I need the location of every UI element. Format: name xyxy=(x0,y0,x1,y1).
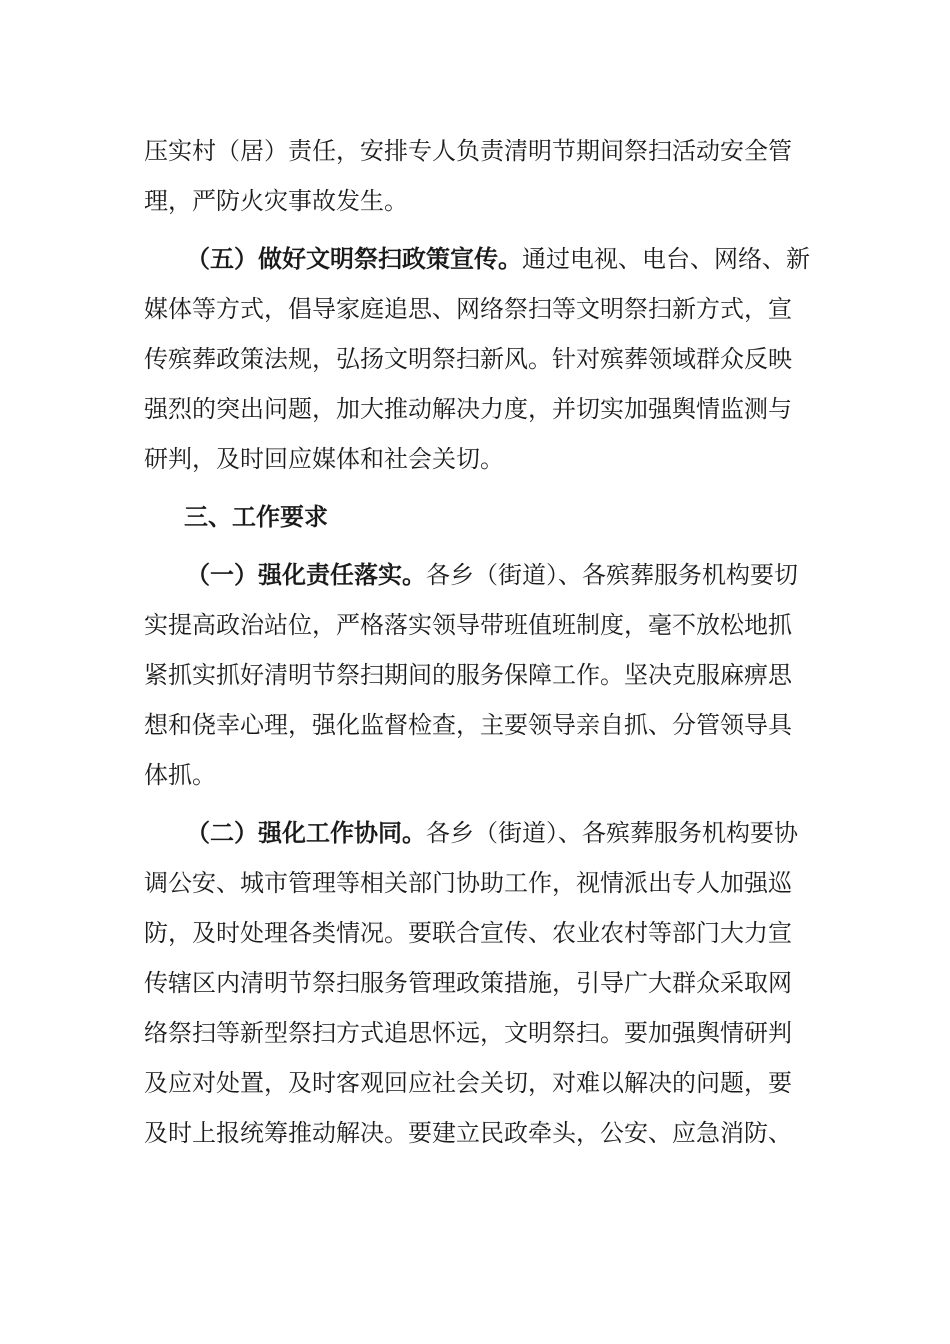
body-text-line: 体抓。 xyxy=(144,761,216,789)
body-text-line: 及时上报统筹推动解决。要建立民政牵头，公安、应急消防、 xyxy=(144,1119,792,1147)
item-5-first-line xyxy=(186,244,810,274)
body-text-line: 实提高政治站位，严格落实领导带班值班制度，毫不放松地抓 xyxy=(144,611,792,639)
item-2-first-line xyxy=(186,818,798,848)
item-1-heading: （一）强化责任落实。 xyxy=(186,561,426,589)
item-5-first-line-text: 通过电视、电台、网络、新 xyxy=(522,245,810,273)
body-text-line: 研判，及时回应媒体和社会关切。 xyxy=(144,445,504,473)
body-text-line: 紧抓实抓好清明节祭扫期间的服务保障工作。坚决克服麻痹思 xyxy=(144,661,792,689)
body-text-line: 媒体等方式，倡导家庭追思、网络祭扫等文明祭扫新方式，宣 xyxy=(144,295,792,323)
body-text-line: 理，严防火灾事故发生。 xyxy=(144,187,408,215)
body-text-line: 调公安、城市管理等相关部门协助工作，视情派出专人加强巡 xyxy=(144,869,792,897)
body-text-line: 及应对处置，及时客观回应社会关切，对难以解决的问题，要 xyxy=(144,1069,792,1097)
body-text-line: 传辖区内清明节祭扫服务管理政策措施，引导广大群众采取网 xyxy=(144,969,792,997)
item-1-first-line xyxy=(186,560,798,590)
item-2-first-line-text: 各乡（街道）、各殡葬服务机构要协 xyxy=(426,819,798,847)
body-text-line: 压实村（居）责任，安排专人负责清明节期间祭扫活动安全管 xyxy=(144,137,792,165)
body-text-line: 传殡葬政策法规，弘扬文明祭扫新风。针对殡葬领域群众反映 xyxy=(144,345,792,373)
body-text-line: 想和侥幸心理，强化监督检查，主要领导亲自抓、分管领导具 xyxy=(144,711,792,739)
item-5-heading: （五）做好文明祭扫政策宣传。 xyxy=(186,245,522,273)
section-3-heading: 三、工作要求 xyxy=(184,503,328,531)
item-2-heading: （二）强化工作协同。 xyxy=(186,819,426,847)
item-1-first-line-text: 各乡（街道）、各殡葬服务机构要切 xyxy=(426,561,798,589)
body-text-line: 强烈的突出问题，加大推动解决力度，并切实加强舆情监测与 xyxy=(144,395,792,423)
body-text-line: 防，及时处理各类情况。要联合宣传、农业农村等部门大力宣 xyxy=(144,919,792,947)
body-text-line: 络祭扫等新型祭扫方式追思怀远，文明祭扫。要加强舆情研判 xyxy=(144,1019,792,1047)
